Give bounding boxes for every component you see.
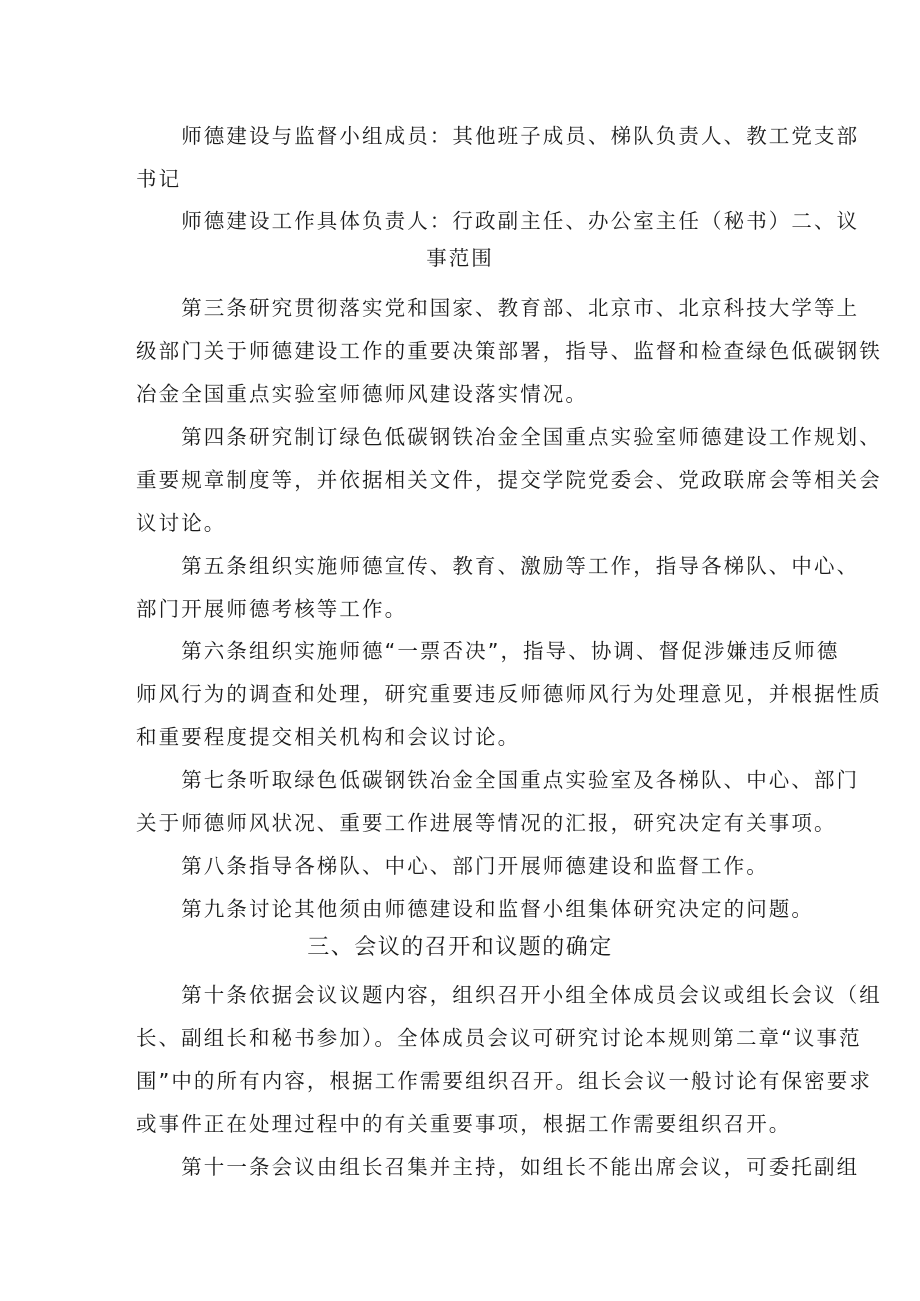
- text-line: 或事件正在处理过程中的有关重要事项，根据工作需要组织召开。: [136, 1112, 792, 1136]
- text-line: 师德建设与监督小组成员：其他班子成员、梯队负责人、教工党支部: [136, 124, 860, 148]
- text-line: 第三条研究贯彻落实党和国家、教育部、北京市、北京科技大学等上: [136, 296, 860, 320]
- text-line: 和重要程度提交相关机构和会议讨论。: [136, 725, 521, 749]
- text-line: 第九条讨论其他须由师德建设和监督小组集体研究决定的问题。: [136, 897, 814, 921]
- section-title-continuation: 事范围: [426, 246, 494, 270]
- text-line: 第五条组织实施师德宣传、教育、激励等工作，指导各梯队、中心、: [136, 554, 860, 578]
- text-line: 重要规章制度等，并依据相关文件，提交学院党委会、党政联席会等相关会: [136, 468, 882, 492]
- text-line: 议讨论。: [136, 511, 227, 535]
- text-line: 第八条指导各梯队、中心、部门开展师德建设和监督工作。: [136, 854, 769, 878]
- text-line: 围”中的所有内容，根据工作需要组织召开。组长会议一般讨论有保密要求: [136, 1069, 872, 1093]
- text-line: 冶金全国重点实验室师德师风建设落实情况。: [136, 382, 588, 406]
- text-line: 第十条依据会议议题内容，组织召开小组全体成员会议或组长会议（组: [136, 983, 882, 1007]
- text-line: 第六条组织实施师德“一票否决”，指导、协调、督促涉嫌违反师德: [136, 639, 840, 663]
- text-line: 部门开展师德考核等工作。: [136, 597, 408, 621]
- text-line: 第七条听取绿色低碳钢铁冶金全国重点实验室及各梯队、中心、部门: [136, 768, 860, 792]
- text-line: 级部门关于师德建设工作的重要决策部署，指导、监督和检查绿色低碳钢铁: [136, 339, 882, 363]
- text-line: 长、副组长和秘书参加）。全体成员会议可研究讨论本规则第二章“议事范: [136, 1026, 862, 1050]
- text-line: 关于师德师风状况、重要工作进展等情况的汇报，研究决定有关事项。: [136, 811, 837, 835]
- text-line: 书记: [136, 167, 182, 191]
- text-line: 师风行为的调查和处理，研究重要违反师德师风行为处理意见，并根据性质: [136, 682, 882, 706]
- section-heading: 三、会议的召开和议题的确定: [307, 935, 613, 960]
- text-line: 师德建设工作具体负责人：行政副主任、办公室主任（秘书）二、议: [136, 209, 860, 233]
- text-line: 第四条研究制订绿色低碳钢铁冶金全国重点实验室师德建设工作规划、: [136, 425, 882, 449]
- text-line: 第十一条会议由组长召集并主持，如组长不能出席会议，可委托副组: [136, 1155, 860, 1179]
